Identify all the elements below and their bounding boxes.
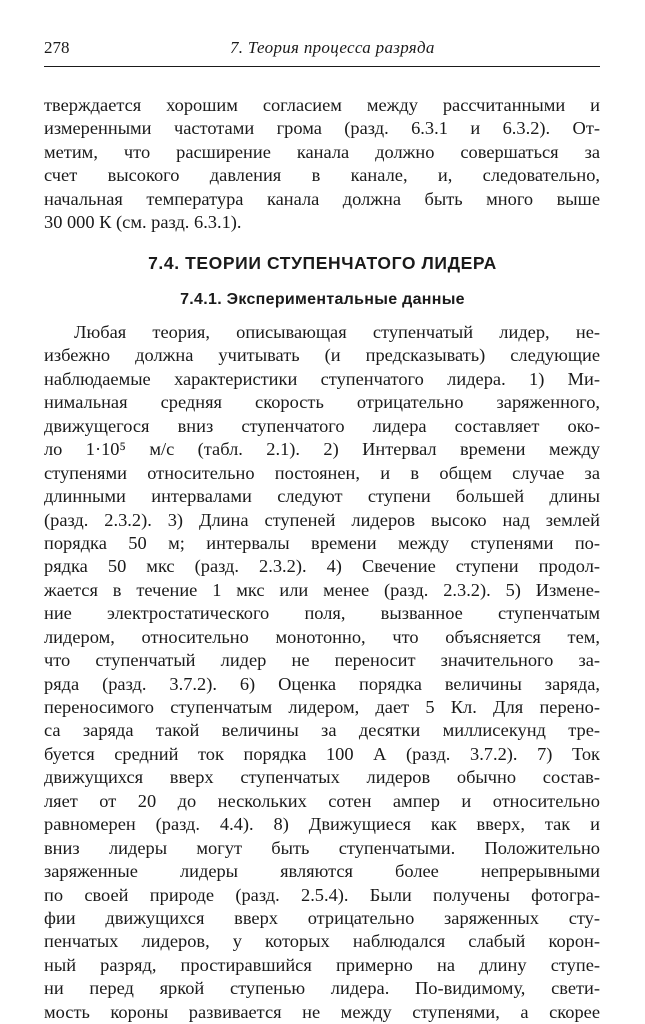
text-line: ступенями относительно постоянен, и в общем случае за	[44, 462, 600, 483]
text-line: заряженные лидеры являются более непрерывными	[44, 861, 600, 882]
text-line: движущегося вниз ступенчатого лидера составляет око-	[44, 415, 600, 436]
text-line: ни перед яркой ступенью лидера. По-видимому, свети-	[44, 978, 600, 999]
text-line: ный разряд, простиравшийся примерно на длину ступе-	[44, 954, 600, 975]
text-line: Любая теория, описывающая ступенчатый лидер, не-	[74, 322, 600, 342]
text-line: жается в течение 1 мкс или менее (разд. 2.3.2). 5) Измене-	[44, 579, 600, 600]
text-line: лидером, относительно монотонно, что объясняется тем,	[44, 626, 600, 647]
text-line: ние электростатического поля, вызванное ступенчатым	[44, 603, 600, 624]
text-line: счет высокого давления в канале, и, следовательно,	[44, 165, 600, 186]
text-line: измеренными частотами грома (разд. 6.3.1 и 6.3.2). От-	[44, 118, 600, 139]
text-line: начальная температура канала должна быть много выше	[44, 188, 600, 209]
running-title: 7. Теория процесса разряда	[230, 38, 435, 57]
text-line: что ступенчатый лидер не переносит значительного за-	[44, 650, 600, 671]
text-line: ряда (разд. 3.7.2). 6) Оценка порядка величины заряда,	[44, 673, 600, 694]
text-line: мость короны развивается не между ступенями, а скорее	[44, 1001, 600, 1022]
header-rule	[44, 66, 600, 67]
text-line: метим, что расширение канала должно совершаться за	[44, 141, 600, 162]
text-line: ляет от 20 до нескольких сотен ампер и относительно	[44, 790, 600, 811]
text-line: нимальная средняя скорость отрицательно заряженного,	[44, 392, 600, 413]
text-line: равномерен (разд. 4.4). 8) Движущиеся как вверх, так и	[44, 814, 600, 835]
page-number: 278	[44, 38, 70, 57]
text-line: буется средний ток порядка 100 А (разд. 3.7.2). 7) Ток	[44, 743, 600, 764]
text-line: (разд. 2.3.2). 3) Длина ступеней лидеров высоко над землей	[44, 509, 600, 530]
running-header	[44, 38, 600, 64]
text-line: наблюдаемые характеристики ступенчатого лидера. 1) Ми-	[44, 368, 600, 389]
text-line: переносимого ступенчатым лидером, дает 5 Кл. Для перено-	[44, 697, 600, 717]
text-line: 30 000 К (см. разд. 6.3.1).	[44, 212, 242, 233]
text-line: тверждается хорошим согласием между рассчитанными и	[44, 95, 600, 115]
text-line: са заряда такой величины за десятки миллисекунд тре-	[44, 720, 600, 741]
text-line: избежно должна учитывать (и предсказывать) следующие	[44, 345, 600, 366]
text-line: фии движущихся вверх отрицательно заряженных сту-	[44, 907, 600, 928]
text-line: порядка 50 м; интервалы времени между ступенями по-	[44, 532, 600, 553]
text-line: длинными интервалами следуют ступени большей длины	[44, 486, 600, 507]
section-heading: 7.4. ТЕОРИИ СТУПЕНЧАТОГО ЛИДЕРА	[148, 253, 497, 273]
text-line: вниз лидеры могут быть ступенчатыми. Положительно	[44, 837, 600, 858]
continued-paragraph	[44, 94, 600, 235]
text-line: движущихся вверх ступенчатых лидеров обычно состав-	[44, 767, 600, 788]
text-line: по своей природе (разд. 2.5.4). Были получены фотогра-	[44, 884, 600, 905]
text-line: рядка 50 мкс (разд. 2.3.2). 4) Свечение ступени продол-	[44, 556, 600, 577]
subsection-heading: 7.4.1. Экспериментальные данные	[180, 291, 465, 308]
text-line: ло 1·10⁵ м/с (табл. 2.1). 2) Интервал времени между	[44, 439, 600, 460]
text-line: пенчатых лидеров, у которых наблюдался слабый корон-	[44, 931, 600, 952]
main-paragraph	[44, 321, 600, 1024]
